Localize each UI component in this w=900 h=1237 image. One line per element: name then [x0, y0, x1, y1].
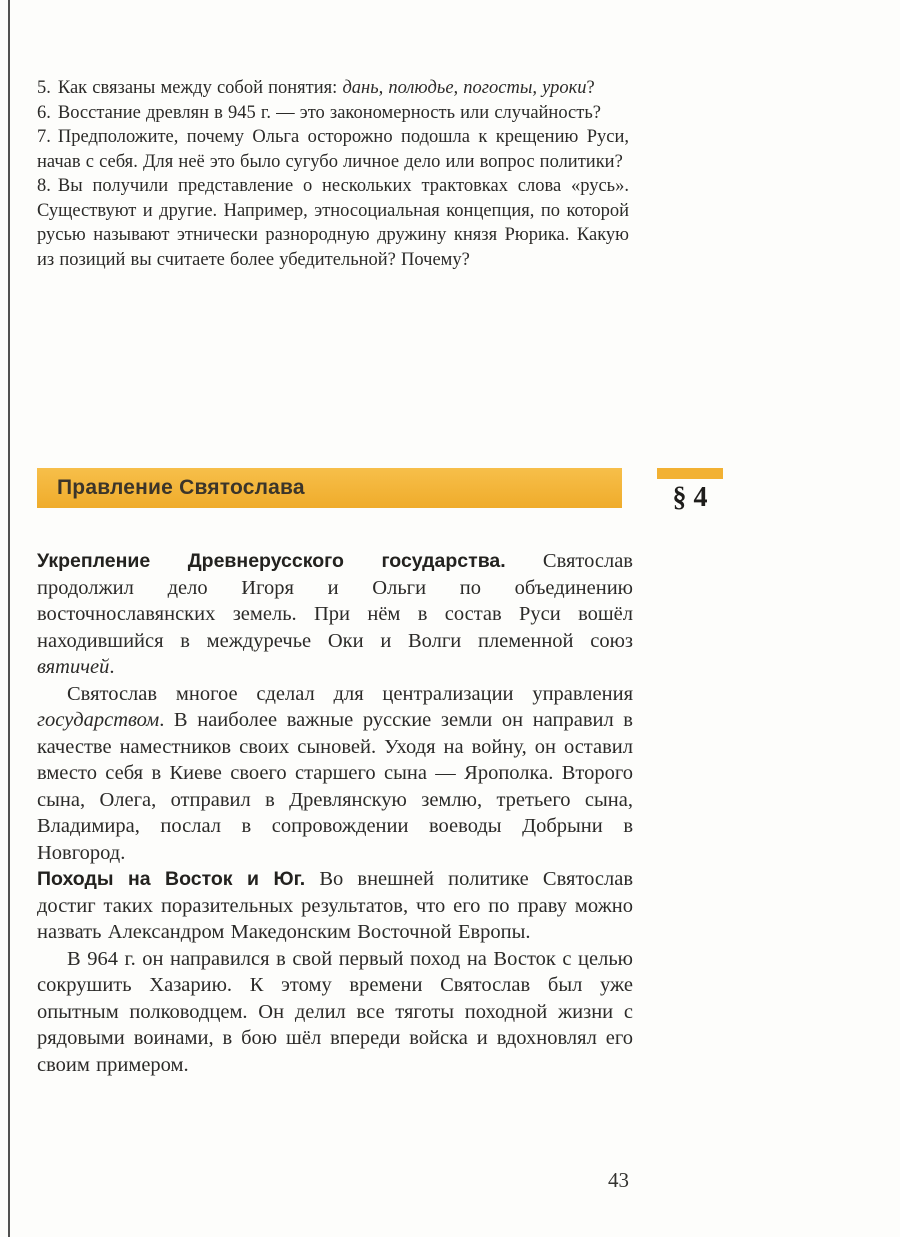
- question-8: [37, 174, 629, 272]
- question-text: Как связаны между собой понятия:: [57, 78, 343, 98]
- paragraph-4: [37, 946, 633, 1079]
- question-text: Предположите, почему Ольга осторожно подошла к крещению Руси, начав с себя. Для неё это было сугубо личное дело или вопрос политики?: [37, 127, 629, 172]
- page-number: 43: [608, 1168, 629, 1192]
- body-text: [37, 548, 633, 1078]
- paragraph-2: [37, 681, 633, 867]
- paragraph-1: [37, 548, 633, 681]
- paragraph-text: Во внешней политике Святослав достиг таких поразительных результатов, что его по праву можно назвать Александром Македонским Восточной Европы.: [37, 868, 633, 943]
- section-number: § 4: [672, 482, 708, 513]
- paragraph-3: [37, 866, 633, 946]
- question-text: Восстание древлян в 945 г. — это закономерность или случайность?: [57, 102, 601, 123]
- paragraph-heading: Укрепление Древнерусского государства.: [37, 550, 506, 572]
- question-number: 8.: [37, 176, 51, 196]
- section-number-box: [657, 468, 723, 514]
- section-title: Правление Святослава: [57, 476, 305, 499]
- paragraph-term-italic: вятичей: [37, 656, 110, 678]
- paragraph-term-italic: государством: [37, 709, 160, 731]
- paragraph-heading: Походы на Восток и Юг.: [37, 868, 306, 890]
- question-tail: ?: [586, 78, 595, 98]
- question-6: [37, 101, 629, 126]
- paragraph-text: В 964 г. он направился в свой первый поход на Восток с целью сокрушить Хазарию. К этому времени Святослав был уже опытным полководцем. Он делил все тяготы походной жизни с рядовыми воинами, в бою шёл впереди войска и вдохновлял его своим примером.: [37, 947, 633, 1076]
- question-text: Вы получили представление о нескольких трактовках слова «русь». Существуют и другие. Например, этносоциальная концепция, по которой русью называют этнически разнородную дружину князя Рюрика. Какую из позиций вы считаете более убедительной? Почему?: [37, 176, 629, 270]
- question-number: 7.: [37, 127, 51, 147]
- paragraph-text: . В наиболее важные русские земли он направил в качестве наместников своих сыновей. Уходя на войну, он оставил вместо себя в Киеве своего старшего сына — Ярополка. Второго сына, Олега, отправил в Древлянскую землю, третьего сына, Владимира, послал в сопровождении воеводы Добрыни в Новгород.: [37, 709, 633, 864]
- question-5: [37, 76, 629, 101]
- paragraph-text: Святослав продолжил дело Игоря и Ольги по объединению восточнославянских земель. При нём в состав Руси вошёл находившийся в междуречье Оки и Волги племенной союз: [37, 550, 633, 652]
- section-title-bar: [37, 468, 622, 508]
- question-7: [37, 125, 629, 174]
- question-number: 6.: [37, 102, 51, 123]
- questions-list: [37, 76, 629, 272]
- question-terms-italic: дань, полюдье, погосты, уроки: [342, 78, 587, 98]
- paragraph-text: Святослав многое сделал для централизации управления: [67, 682, 633, 705]
- question-number: 5.: [37, 78, 51, 98]
- scan-edge-line: [8, 0, 10, 1237]
- paragraph-text: .: [109, 656, 115, 678]
- section-header: [37, 468, 723, 514]
